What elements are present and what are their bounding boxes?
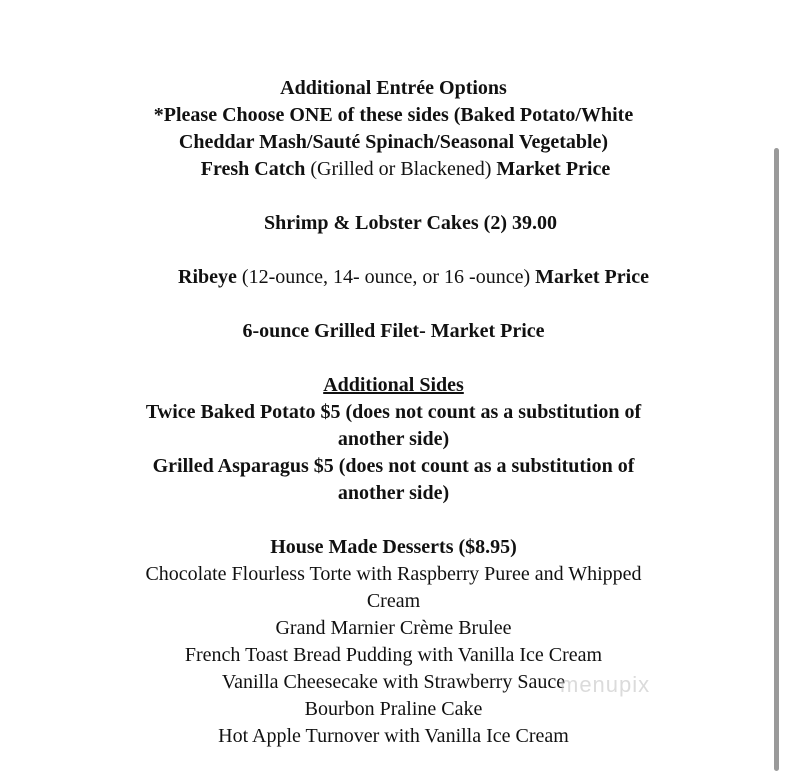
asparagus-line2: another side) [337,482,450,504]
entree-heading: Additional Entrée Options [280,77,507,99]
dessert-item: Bourbon Praline Cake [304,698,483,720]
vertical-scrollbar[interactable] [774,148,779,771]
asparagus-line1: Grilled Asparagus $5 (does not count as a substitution of [152,455,635,477]
entree-note-line2: Cheddar Mash/Sauté Spinach/Seasonal Vegetable) [178,131,609,153]
fresh-catch-price: Market Price [496,158,611,180]
fresh-catch-item [0,156,787,182]
ribeye-item [0,264,787,290]
ribeye-detail: (12-ounce, 14- ounce, or 16 -ounce) [236,266,536,288]
fresh-catch-name: Fresh Catch [200,158,306,180]
dessert-item: French Toast Bread Pudding with Vanilla Ice Cream [184,644,603,666]
dessert-item: Cream [366,590,421,612]
twice-baked-line2: another side) [337,428,450,450]
twice-baked-line1: Twice Baked Potato $5 (does not count as a substitution of [145,401,642,423]
dessert-item: Vanilla Cheesecake with Strawberry Sauce [221,671,566,693]
ribeye-name: Ribeye [178,266,237,288]
ribeye-price: Market Price [535,266,649,288]
dessert-item: Hot Apple Turnover with Vanilla Ice Cream [218,725,569,747]
shrimp-lobster-item: Shrimp & Lobster Cakes (2) 39.00 [264,212,557,234]
dessert-item: Grand Marnier Crème Brulee [275,617,512,639]
filet-item: 6-ounce Grilled Filet- Market Price [242,320,545,342]
menupix-watermark: menupix [560,672,651,697]
fresh-catch-detail: (Grilled or Blackened) [305,158,497,180]
desserts-heading: House Made Desserts ($8.95) [270,536,517,558]
sides-heading: Additional Sides [323,374,464,396]
entree-note-line1: *Please Choose ONE of these sides (Baked Potato/White [153,104,634,126]
dessert-item: Chocolate Flourless Torte with Raspberry Puree and Whipped [145,563,642,585]
